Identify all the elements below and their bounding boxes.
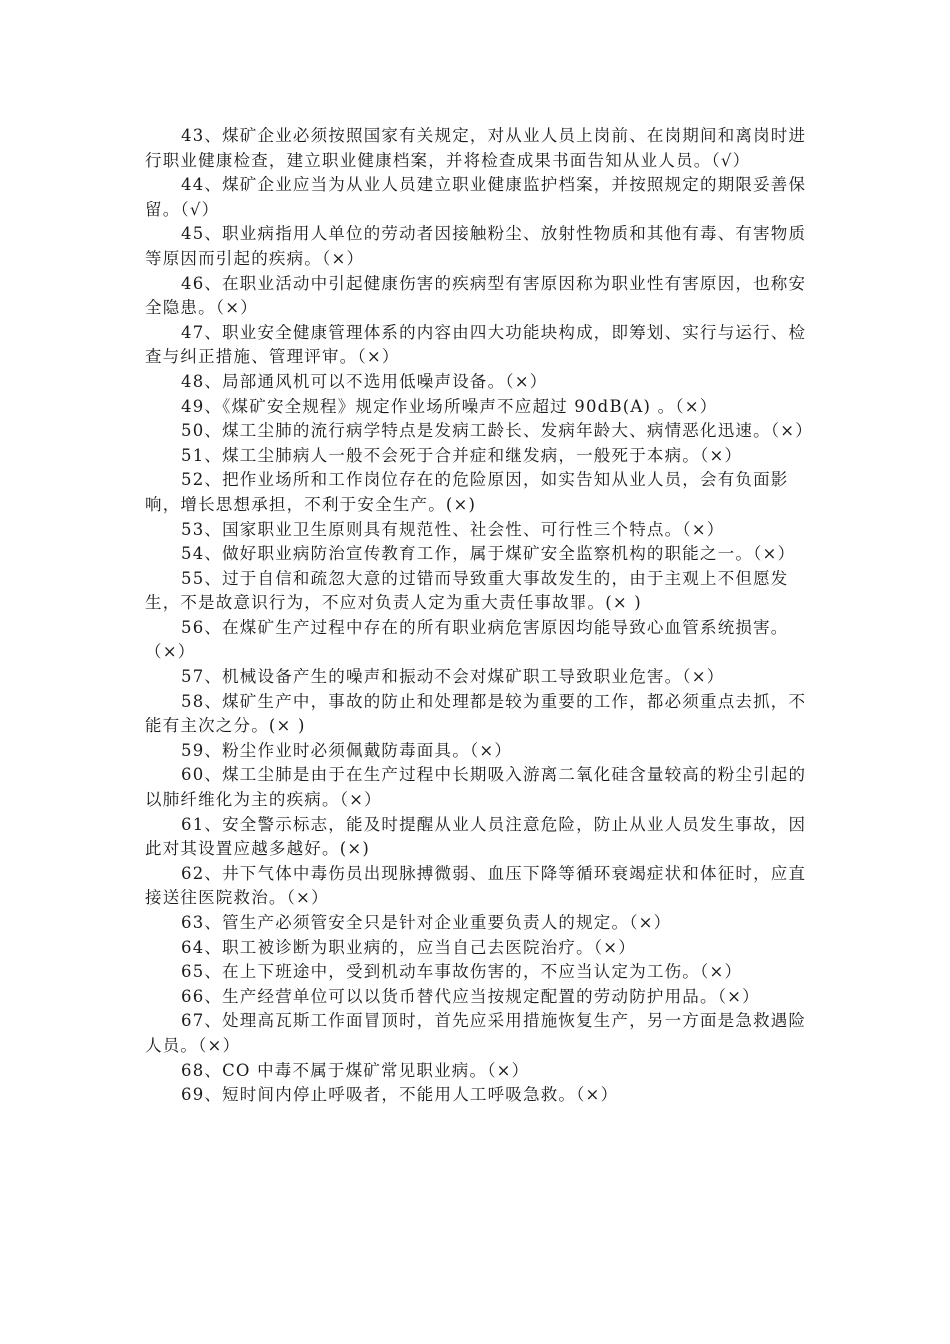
question-item: 62、井下气体中毒伤员出现脉搏微弱、血压下降等循环衰竭症状和体征时，应直接送往医院救治。（×） [145, 863, 807, 908]
question-item: 49、《煤矿安全规程》规定作业场所噪声不应超过 90dB(A) 。（×） [181, 396, 718, 416]
question-item: 63、管生产必须管安全只是针对企业重要负责人的规定。（×） [181, 913, 672, 932]
question-item: 64、职工被诊断为职业病的，应当自己去医院治疗。（×） [181, 937, 636, 957]
question-item: 69、短时间内停止呼吸者，不能用人工呼吸急救。（×） [181, 1085, 619, 1105]
question-item: 47、职业安全健康管理体系的内容由四大功能块构成，即筹划、实行与运行、检查与纠正措施、管理评审。（×） [145, 322, 807, 367]
question-item: 55、过于自信和疏忽大意的过错而导致重大事故发生的，由于主观上不但愿发生，不是故意识行为，不应对负责人定为重大责任事故罪。(× ) [145, 568, 789, 613]
question-item: 60、煤工尘肺是由于在生产过程中长期吸入游离二氧化硅含量较高的粉尘引起的以肺纤维化为主的疾病。（×） [145, 765, 807, 810]
question-item: 44、煤矿企业应当为从业人员建立职业健康监护档案，并按照规定的期限妥善保留。（√） [145, 175, 807, 219]
question-item: 56、在煤矿生产过程中存在的所有职业病危害原因均能导致心血管系统损害。（×） [145, 617, 789, 662]
question-item: 51、煤工尘肺病人一般不会死于合并症和继发病，一般死于本病。（×） [181, 445, 743, 465]
question-item: 45、职业病指用人单位的劳动者因接触粉尘、放射性物质和其他有毒、有害物质等原因而引起的疾病。（×） [145, 224, 807, 268]
question-item: 54、做好职业病防治宣传教育工作，属于煤矿安全监察机构的职能之一。（×） [181, 544, 796, 564]
question-item: 52、把作业场所和工作岗位存在的危险原因，如实告知从业人员，会有负面影响，增长思想承担，不利于安全生产。(×) [145, 470, 789, 514]
question-item: 50、煤工尘肺的流行病学特点是发病工龄长、发病年龄大、病情恶化迅速。（×） [181, 421, 813, 441]
question-item: 46、在职业活动中引起健康伤害的疾病型有害原因称为职业性有害原因，也称安全隐患。（×） [145, 273, 807, 318]
question-item: 59、粉尘作业时必须佩戴防毒面具。（×） [181, 740, 513, 760]
question-item: 67、处理高瓦斯工作面冒顶时，首先应采用措施恢复生产，另一方面是急救遇险人员。（×） [145, 1011, 807, 1055]
question-item: 61、安全警示标志，能及时提醒从业人员注意危险，防止从业人员发生事故，因此对其设置应越多越好。(×) [145, 814, 807, 859]
question-item: 57、机械设备产生的噪声和振动不会对煤矿职工导致职业危害。（×） [181, 667, 725, 687]
question-item: 65、在上下班途中，受到机动车事故伤害的，不应当认定为工伤。（×） [181, 962, 743, 982]
question-item: 48、局部通风机可以不选用低噪声设备。（×） [181, 371, 548, 391]
question-item: 43、煤矿企业必须按照国家有关规定，对从业人员上岗前、在岗期间和离岗时进行职业健康检查，建立职业健康档案，并将检查成果书面告知从业人员。（√） [145, 126, 807, 170]
question-item: 53、国家职业卫生原则具有规范性、社会性、可行性三个特点。（×） [181, 519, 725, 539]
question-item: 66、生产经营单位可以以货币替代应当按规定配置的劳动防护用品。（×） [181, 986, 760, 1006]
question-item: 58、煤矿生产中，事故的防止和处理都是较为重要的工作，都必须重点去抓，不能有主次之分。(× ) [145, 691, 807, 736]
question-list [145, 124, 813, 1108]
question-item: 68、CO 中毒不属于煤矿常见职业病。（×） [181, 1060, 530, 1080]
